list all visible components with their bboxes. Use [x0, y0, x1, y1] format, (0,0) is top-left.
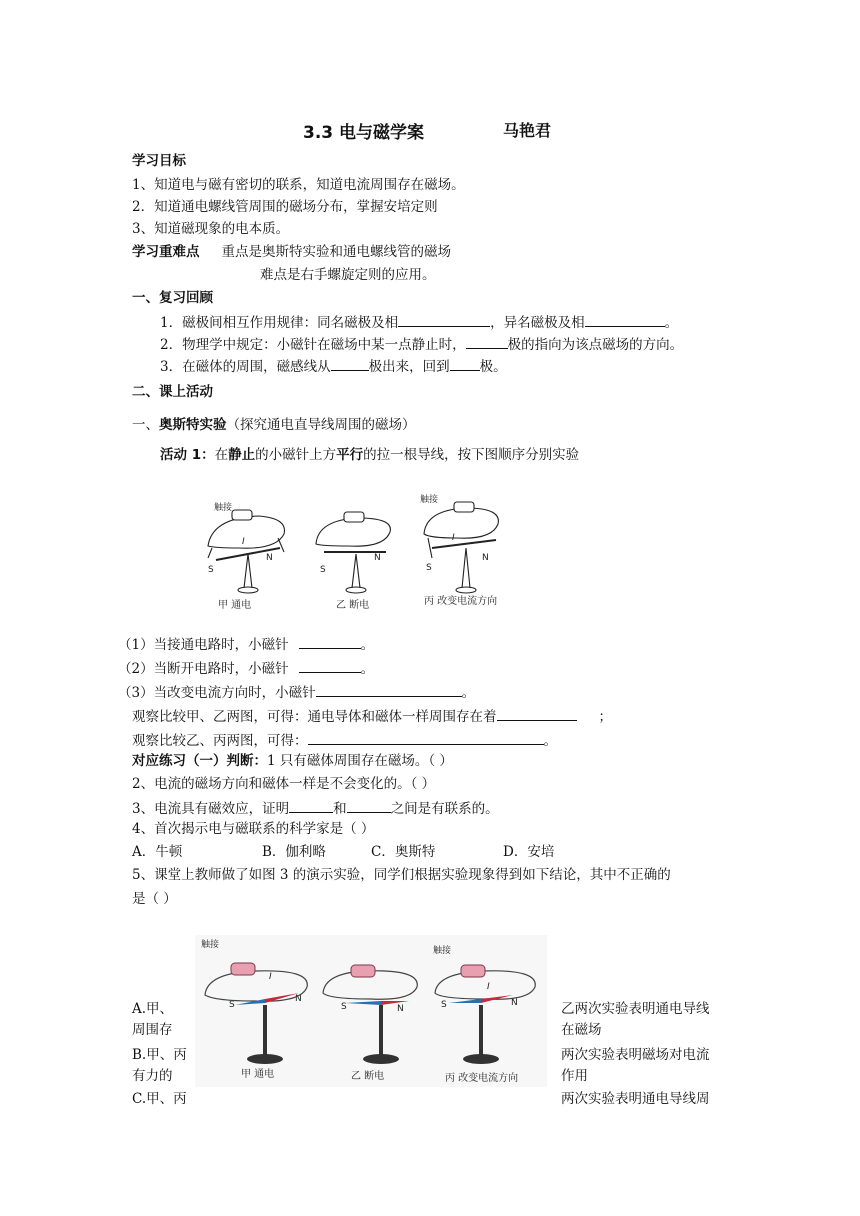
- s-label: S: [320, 565, 326, 575]
- answer-blank[interactable]: [289, 798, 333, 813]
- author-name: 马艳君: [503, 121, 552, 140]
- caption-2: 乙 断电: [336, 600, 370, 611]
- page-title: 3.3 电与磁学案: [303, 123, 425, 143]
- caption-3: 丙 改变电流方向: [445, 1073, 519, 1084]
- touch-label: 触接: [420, 495, 439, 505]
- touch-label: 触接: [201, 940, 220, 950]
- keypoints-row: [132, 243, 451, 261]
- n-label: N: [511, 998, 518, 1008]
- question-2: （2）当断开电路时，小磁针 。: [118, 658, 374, 678]
- caption-2: 乙 断电: [351, 1071, 385, 1082]
- practice-4: 4、首次揭示电与磁联系的科学家是（ ）: [132, 821, 375, 837]
- question-3: （3）当改变电流方向时，小磁针 。: [118, 682, 475, 702]
- oersted-figure-1: [198, 488, 534, 614]
- practice-1: 对应练习（一）判断：1 只有磁体周围存在磁场。（ ）: [132, 753, 453, 769]
- s-label: S: [229, 1000, 235, 1010]
- review-q3: 3．在磁体的周围，磁感线从 极出来，回到 极。: [160, 356, 507, 376]
- practice-5: 5、课堂上教师做了如图 3 的演示实验，同学们根据实验现象得到如下结论，其中不正确的: [132, 867, 671, 883]
- answer-blank[interactable]: [466, 334, 508, 349]
- touch-label: 触接: [214, 503, 233, 513]
- keypoint-focus: 重点是奥斯特实验和通电螺线管的磁场: [221, 244, 451, 260]
- oersted-figure-2: [195, 935, 547, 1087]
- practice-5-cont: 是（ ）: [132, 891, 177, 907]
- answer-blank[interactable]: [331, 356, 369, 371]
- choice-c-right: 两次实验表明通电导线周: [561, 1091, 710, 1107]
- choice-a-right: 乙两次实验表明通电导线: [561, 1001, 710, 1017]
- practice-3: 3、电流具有磁效应，证明 和 之间是有联系的。: [132, 798, 499, 818]
- keypoints-heading: 学习重难点: [132, 244, 200, 260]
- oersted-heading: 一、奥斯特实验（探究通电直导线周围的磁场）: [132, 417, 416, 433]
- emphasis-incorrect: 不正确: [616, 867, 658, 883]
- current-label: I: [452, 533, 455, 543]
- choice-a-right2: 在磁场: [561, 1022, 602, 1038]
- review-q1: 1．磁极间相互作用规律：同名磁极及相 ，异名磁极及相 。: [160, 312, 678, 332]
- choice-c-left: C.甲、丙: [132, 1091, 187, 1107]
- n-label: N: [295, 994, 302, 1004]
- n-label: N: [482, 553, 489, 563]
- caption-1: 甲 通电: [218, 600, 252, 611]
- review-heading: 一、复习回顾: [132, 290, 213, 306]
- objective-item: 3、知道磁现象的电本质。: [132, 221, 290, 237]
- review-q2: 2．物理学中规定：小磁针在磁场中某一点静止时， 极的指向为该点磁场的方向。: [160, 334, 683, 354]
- activity-1: 活动 1：在静止的小磁针上方平行的拉一根导线，按下图顺序分别实验: [160, 447, 580, 463]
- n-label: N: [374, 553, 381, 563]
- touch-label: 触接: [433, 946, 452, 956]
- question-1: （1）当接通电路时，小磁针 。: [118, 634, 374, 654]
- objective-item: 1、知道电与磁有密切的联系，知道电流周围存在磁场。: [132, 177, 465, 193]
- s-label: S: [341, 1002, 347, 1012]
- keypoint-difficulty: 难点是右手螺旋定则的应用。: [260, 267, 436, 283]
- option-c: C．奥斯特: [371, 844, 436, 860]
- current-label: I: [242, 537, 245, 547]
- practice-2: 2、电流的磁场方向和磁体一样是不会变化的。（ ）: [132, 776, 436, 792]
- answer-blank[interactable]: [347, 798, 391, 813]
- option-a: A．牛顿: [132, 844, 183, 860]
- n-label: N: [266, 553, 273, 563]
- answer-blank[interactable]: [299, 634, 361, 649]
- choice-b-right: 两次实验表明磁场对电流: [561, 1047, 710, 1063]
- answer-blank[interactable]: [398, 312, 490, 327]
- choice-b-left: B.甲、丙: [132, 1047, 187, 1063]
- s-label: S: [426, 563, 432, 573]
- answer-blank[interactable]: [308, 730, 544, 745]
- current-label: I: [487, 982, 490, 992]
- objective-item: 2．知道通电螺线管周围的磁场分布，掌握安培定则: [132, 199, 438, 215]
- choice-b-right2: 作用: [561, 1068, 588, 1084]
- caption-1: 甲 通电: [241, 1069, 275, 1080]
- s-label: S: [441, 1000, 447, 1010]
- objectives-heading: 学习目标: [132, 153, 186, 169]
- answer-blank[interactable]: [585, 312, 665, 327]
- answer-blank[interactable]: [299, 658, 361, 673]
- choice-a-left2: 周围存: [132, 1022, 173, 1038]
- caption-3: 丙 改变电流方向: [424, 596, 498, 607]
- option-d: D．安培: [503, 844, 555, 860]
- answer-blank[interactable]: [450, 356, 480, 371]
- choice-b-left2: 有力的: [132, 1068, 173, 1084]
- s-label: S: [208, 565, 214, 575]
- option-b: B．伽利略: [262, 844, 326, 860]
- answer-blank[interactable]: [497, 706, 577, 721]
- answer-blank[interactable]: [316, 682, 462, 697]
- practice-heading: 对应练习（一）判断：: [132, 753, 267, 769]
- activity-heading: 二、课上活动: [132, 384, 213, 400]
- n-label: N: [397, 1004, 404, 1014]
- current-label: I: [269, 972, 272, 982]
- choice-a-left: A.甲、: [132, 1001, 174, 1017]
- observation-1: 观察比较甲、乙两图，可得：通电导体和磁体一样周围存在着 ；: [132, 706, 612, 726]
- observation-2: 观察比较乙、丙两图，可得： 。: [132, 730, 557, 750]
